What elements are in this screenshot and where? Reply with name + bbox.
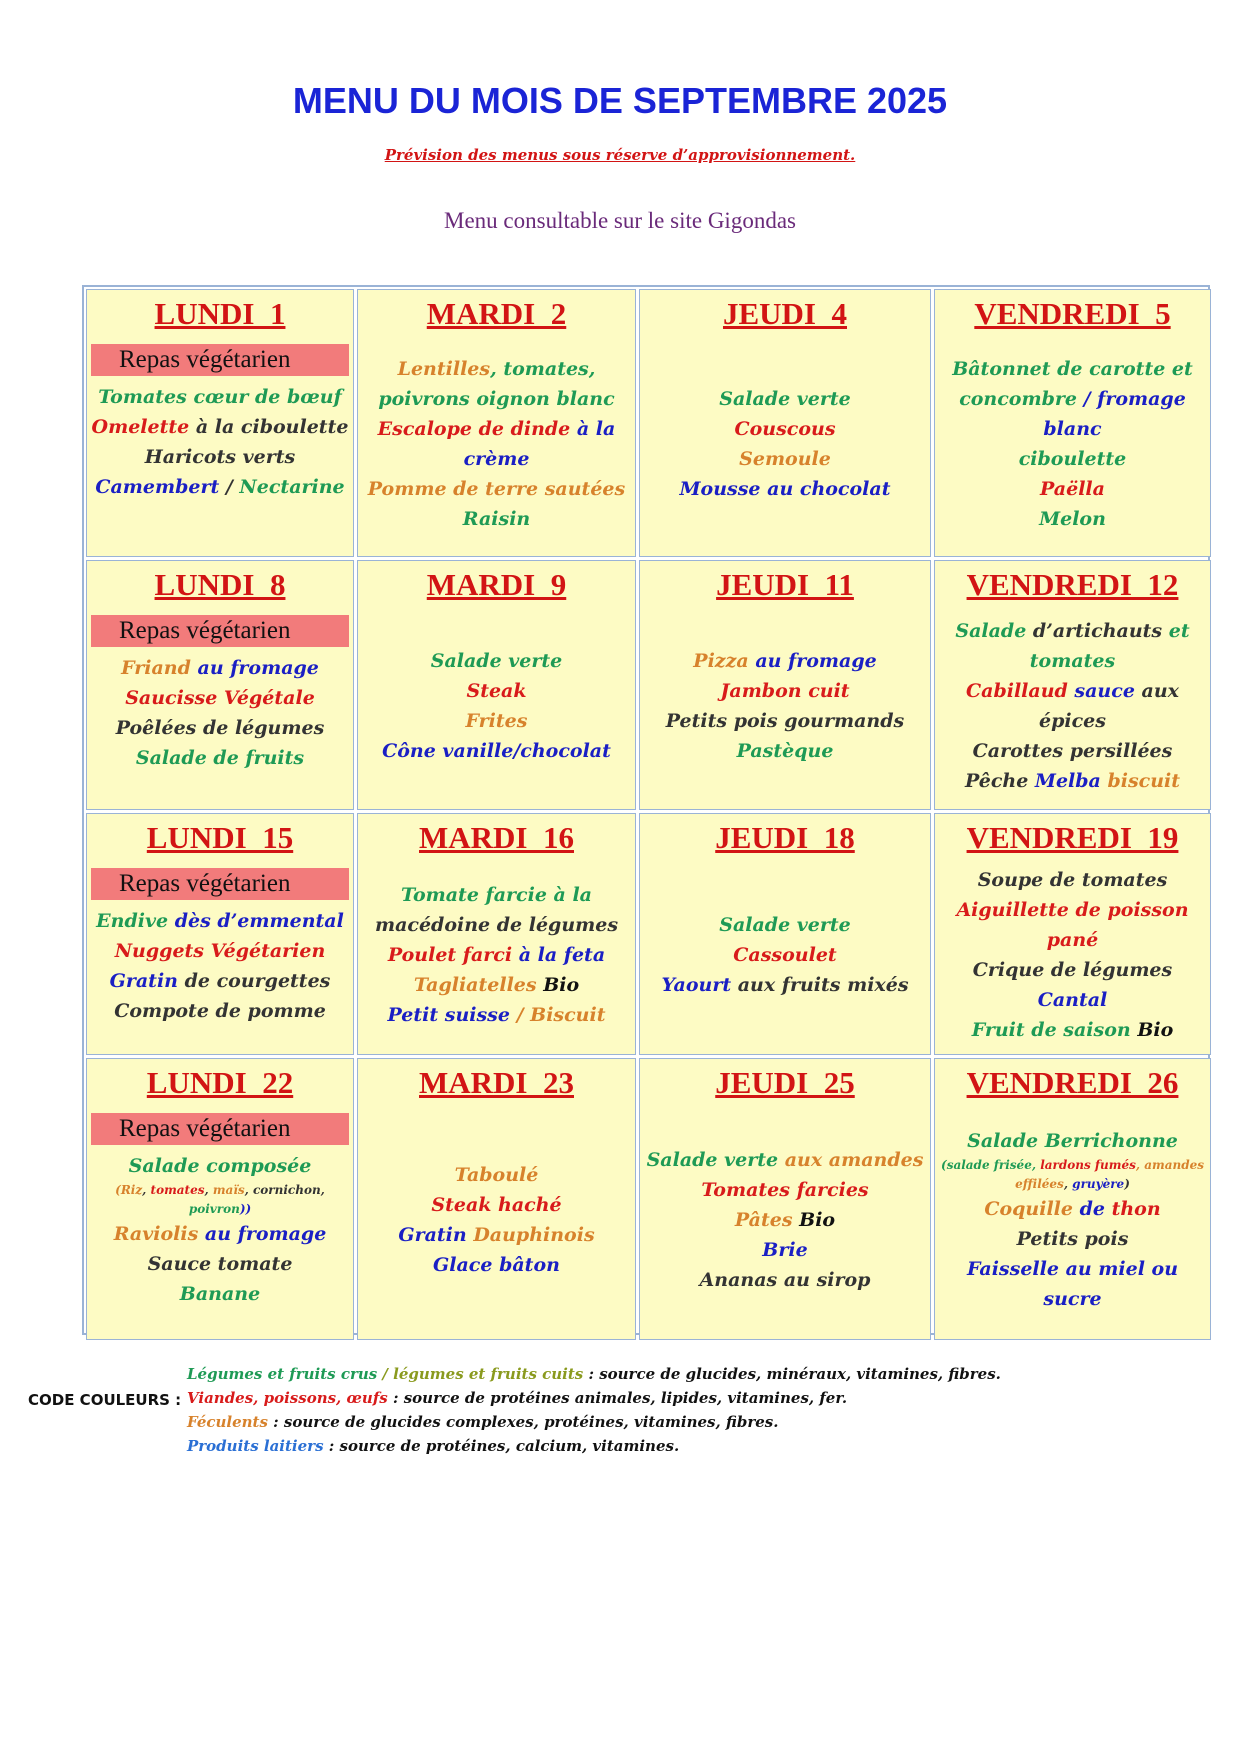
menu-text: Camembert [95, 476, 220, 498]
menu-line [644, 474, 926, 504]
menu-text: à la [570, 418, 616, 440]
menu-text: pané [1046, 929, 1099, 951]
day-heading: LUNDI 8 [154, 567, 286, 602]
menu-text: Nuggets Végétarien [114, 940, 326, 962]
menu-text: et [1162, 620, 1190, 642]
menu-text: sauce [1067, 680, 1135, 702]
menu-text: Haricots verts [144, 446, 296, 468]
menu-text: Pastèque [736, 740, 834, 762]
day-heading: MARDI 9 [426, 567, 567, 602]
menu-line [644, 444, 926, 474]
menu-line [91, 442, 349, 472]
vegetarian-badge: Repas végétarien [91, 615, 349, 647]
menu-text: Coquille [984, 1198, 1073, 1220]
legend-text: Viandes, poissons, œufs [187, 1389, 388, 1407]
menu-line [939, 504, 1206, 534]
menu-text: Petits pois [1016, 1228, 1129, 1250]
menu-line [939, 354, 1206, 384]
menu-line [644, 676, 926, 706]
menu-items [91, 382, 349, 556]
legend-text: : source de protéines, calcium, vitamines. [323, 1437, 680, 1455]
menu-line [91, 966, 349, 996]
menu-text: , [204, 1183, 213, 1197]
legend-text: / [377, 1365, 394, 1383]
menu-text: effilées [1015, 1177, 1064, 1191]
menu-line [91, 683, 349, 713]
day-heading: MARDI 2 [426, 296, 567, 331]
menu-line [91, 713, 349, 743]
menu-text: d’artichauts [1026, 620, 1163, 642]
menu-line [91, 1200, 349, 1219]
menu-text: Cassoulet [733, 944, 837, 966]
menu-line [362, 910, 631, 940]
menu-text: , [1063, 1177, 1073, 1191]
menu-items [939, 332, 1206, 556]
menu-text: aux amandes [778, 1149, 924, 1171]
day-heading: VENDREDI 19 [966, 820, 1179, 855]
menu-line [939, 1175, 1206, 1194]
menu-text: macédoine de légumes [374, 914, 619, 936]
day-cell [86, 560, 354, 810]
menu-text: Omelette [91, 416, 190, 438]
menu-text: Glace bâton [433, 1254, 560, 1276]
day-cell [357, 813, 636, 1055]
menu-text: Saucisse Végétale [125, 687, 315, 709]
menu-text: Jambon cuit [720, 680, 850, 702]
menu-line [939, 1015, 1206, 1045]
menu-text: Melba [1034, 770, 1101, 792]
menu-text: Melon [1039, 508, 1106, 530]
menu-text: dès d’emmental [168, 910, 344, 932]
menu-text: Brie [762, 1239, 808, 1261]
menu-line [91, 1249, 349, 1279]
menu-text: Taboulé [454, 1164, 539, 1186]
menu-text: Soupe de tomates [977, 869, 1168, 891]
menu-text: ciboulette [1018, 448, 1127, 470]
legend-text: Féculents [187, 1413, 268, 1431]
menu-line [939, 766, 1206, 796]
menu-grid [82, 285, 1210, 1335]
menu-text: Yaourt [661, 974, 732, 996]
menu-line [362, 1160, 631, 1190]
menu-items [939, 856, 1206, 1054]
day-cell [357, 289, 636, 557]
menu-text: Salade composée [128, 1155, 312, 1177]
menu-line [939, 1254, 1206, 1314]
day-cell [934, 1058, 1211, 1340]
menu-line [644, 414, 926, 444]
day-heading: JEUDI 11 [716, 567, 854, 602]
menu-text: de courgettes [177, 970, 331, 992]
menu-line [91, 653, 349, 683]
menu-text: aux [1134, 680, 1179, 702]
menu-line [91, 1219, 349, 1249]
menu-text: Endive [96, 910, 169, 932]
menu-items [362, 1101, 631, 1339]
menu-text: Salade Berrichonne [967, 1130, 1178, 1152]
legend-text: : source de protéines animales, lipides, vitamines, fer. [387, 1389, 848, 1407]
menu-text: au fromage [198, 1223, 327, 1245]
menu-text: maïs [212, 1183, 245, 1197]
menu-line [91, 996, 349, 1026]
menu-text: tomates [1029, 650, 1116, 672]
day-cell [934, 813, 1211, 1055]
menu-text: Salade verte [719, 914, 851, 936]
menu-text: ) [1124, 1177, 1130, 1191]
consult-note: Menu consultable sur le site Gigondas [444, 208, 796, 233]
menu-text: Semoule [739, 448, 831, 470]
day-cell [86, 813, 354, 1055]
menu-text: , [142, 1183, 151, 1197]
menu-text: Frites [465, 710, 528, 732]
menu-line [644, 940, 926, 970]
menu-text: Petits pois gourmands [665, 710, 905, 732]
menu-text: Steak haché [431, 1194, 562, 1216]
menu-line [939, 706, 1206, 736]
legend-text: Produits laitiers [187, 1437, 324, 1455]
menu-items [939, 1101, 1206, 1339]
menu-text: Friand [121, 657, 191, 679]
menu-line [939, 646, 1206, 676]
menu-text: tomates [150, 1183, 205, 1197]
menu-text: épices [1039, 710, 1106, 732]
legend-row [187, 1365, 1001, 1383]
menu-line [644, 706, 926, 736]
legend-row [187, 1437, 679, 1455]
menu-line [362, 736, 631, 766]
menu-line [644, 970, 926, 1000]
menu-line [362, 414, 631, 444]
menu-items [91, 906, 349, 1054]
menu-text: Salade verte [430, 650, 563, 672]
menu-text: biscuit [1100, 770, 1181, 792]
menu-text: (salade frisée, [941, 1158, 1041, 1172]
menu-line [362, 354, 631, 384]
menu-items [91, 653, 349, 809]
menu-text: Bio [792, 1209, 836, 1231]
day-heading: LUNDI 22 [146, 1065, 294, 1100]
day-heading: LUNDI 15 [146, 820, 294, 855]
day-cell [639, 289, 931, 557]
legend-text: : source de glucides, minéraux, vitamines, fibres. [583, 1365, 1001, 1383]
menu-text: Steak [466, 680, 527, 702]
day-cell [639, 560, 931, 810]
menu-text: Poulet farci [387, 944, 513, 966]
vegetarian-badge: Repas végétarien [91, 1113, 349, 1145]
menu-line [91, 743, 349, 773]
legend-code-label: CODE COULEURS : [28, 1391, 182, 1409]
menu-text: Raviolis [113, 1223, 199, 1245]
menu-line [91, 382, 349, 412]
menu-text: Pizza [693, 650, 749, 672]
day-heading: JEUDI 18 [715, 820, 855, 855]
menu-text: de [1072, 1198, 1112, 1220]
menu-items [644, 332, 926, 556]
menu-line [644, 1205, 926, 1235]
menu-text: gruyère [1072, 1177, 1125, 1191]
page-title: MENU DU MOIS DE SEPTEMBRE 2025 [292, 80, 948, 121]
menu-line [939, 474, 1206, 504]
day-cell [357, 560, 636, 810]
menu-text: thon [1111, 1198, 1161, 1220]
menu-items [644, 1101, 926, 1339]
menu-items [644, 856, 926, 1054]
menu-line [939, 895, 1206, 925]
menu-text: Aiguillette de poisson [956, 899, 1189, 921]
menu-line [939, 925, 1206, 955]
menu-text: crème [463, 448, 530, 470]
menu-text: Riz [120, 1183, 143, 1197]
menu-text: Salade verte [646, 1149, 779, 1171]
menu-text: Bio [1130, 1019, 1174, 1041]
menu-text: aux fruits mixés [731, 974, 909, 996]
menu-text: au fromage [190, 657, 319, 679]
menu-text: Cantal [1037, 989, 1108, 1011]
menu-line [939, 676, 1206, 706]
menu-text: Gratin [109, 970, 178, 992]
menu-line [362, 1000, 631, 1030]
menu-text: )) [239, 1202, 252, 1216]
menu-line [91, 1151, 349, 1181]
menu-line [939, 1224, 1206, 1254]
menu-line [939, 444, 1206, 474]
menu-text: Paëlla [1040, 478, 1105, 500]
menu-line [362, 970, 631, 1000]
menu-text: Salade de fruits [135, 747, 305, 769]
menu-line [939, 1194, 1206, 1224]
day-cell [934, 560, 1211, 810]
menu-text: , cornichon, [244, 1183, 325, 1197]
menu-line [644, 1265, 926, 1295]
menu-text: Banane [179, 1283, 261, 1305]
menu-text: Carottes persillées [972, 740, 1173, 762]
day-heading: MARDI 23 [419, 1065, 574, 1100]
menu-line [939, 865, 1206, 895]
menu-text: Tomates farcies [701, 1179, 869, 1201]
menu-line [939, 384, 1206, 444]
day-cell [357, 1058, 636, 1340]
menu-text: poivrons oignon blanc [378, 388, 615, 410]
menu-text: Pomme de terre sautées [367, 478, 626, 500]
menu-text: Dauphinois [466, 1224, 595, 1246]
legend-text: légumes et fruits cuits [393, 1365, 584, 1383]
day-cell [639, 1058, 931, 1340]
menu-text: Cabillaud [966, 680, 1068, 702]
menu-text: , amandes [1135, 1158, 1204, 1172]
legend-text: Légumes et fruits crus [187, 1365, 378, 1383]
menu-line [91, 936, 349, 966]
legend-row [187, 1389, 847, 1407]
menu-line [644, 384, 926, 414]
menu-items [362, 603, 631, 809]
legend-row [187, 1413, 778, 1431]
menu-text: Couscous [734, 418, 836, 440]
menu-text: Nectarine [239, 476, 345, 498]
day-cell [86, 1058, 354, 1340]
menu-text: Gratin [398, 1224, 467, 1246]
menu-text: Faisselle [966, 1258, 1059, 1280]
menu-text: Tomate farcie à la [401, 884, 592, 906]
menu-line [644, 910, 926, 940]
menu-items [939, 603, 1206, 809]
menu-items [362, 856, 631, 1054]
day-heading: LUNDI 1 [154, 296, 286, 331]
menu-line [939, 1156, 1206, 1175]
menu-text: Bio [536, 974, 580, 996]
menu-line [644, 1235, 926, 1265]
menu-text: Tagliatelles [413, 974, 537, 996]
day-heading: VENDREDI 12 [966, 567, 1179, 602]
menu-text: Compote de pomme [114, 1000, 326, 1022]
menu-items [362, 332, 631, 556]
menu-text: Poêlées de légumes [115, 717, 325, 739]
menu-line [362, 444, 631, 474]
menu-line [362, 940, 631, 970]
menu-text: ( [115, 1183, 121, 1197]
menu-line [362, 706, 631, 736]
menu-text: Bâtonnet de carotte et [952, 358, 1193, 380]
day-cell [639, 813, 931, 1055]
vegetarian-badge: Repas végétarien [91, 344, 349, 376]
menu-line [362, 384, 631, 414]
menu-text: Salade [955, 620, 1027, 642]
menu-line [644, 646, 926, 676]
menu-text: / [219, 476, 240, 498]
menu-line [644, 736, 926, 766]
menu-text: Raisin [462, 508, 531, 530]
menu-line [91, 1279, 349, 1309]
disclaimer: Prévision des menus sous réserve d’approvisionnement. [384, 146, 856, 164]
menu-line [644, 1145, 926, 1175]
menu-text: Ananas au sirop [699, 1269, 871, 1291]
menu-text: / fromage blanc [1043, 388, 1186, 440]
menu-items [91, 1151, 349, 1339]
menu-line [939, 1126, 1206, 1156]
menu-line [91, 1181, 349, 1200]
menu-text: concombre [959, 388, 1077, 410]
day-heading: JEUDI 25 [715, 1065, 855, 1100]
menu-text: lardons fumés [1040, 1158, 1136, 1172]
menu-line [644, 1175, 926, 1205]
day-heading: VENDREDI 5 [974, 296, 1171, 331]
menu-text: Sauce tomate [147, 1253, 293, 1275]
menu-text: Petit suisse [387, 1004, 510, 1026]
menu-text: Pâtes [734, 1209, 793, 1231]
menu-line [362, 474, 631, 504]
menu-text: Fruit de saison [971, 1019, 1131, 1041]
menu-line [362, 504, 631, 534]
menu-text: Lentilles [397, 358, 491, 380]
menu-line [362, 880, 631, 910]
menu-line [362, 1250, 631, 1280]
menu-items [644, 603, 926, 809]
legend-text: : source de glucides complexes, protéines, vitamines, fibres. [267, 1413, 779, 1431]
menu-line [362, 646, 631, 676]
menu-line [91, 472, 349, 502]
menu-line [939, 955, 1206, 985]
menu-text: Crique de légumes [972, 959, 1173, 981]
menu-line [939, 736, 1206, 766]
menu-line [939, 985, 1206, 1015]
menu-text: à la ciboulette [189, 416, 349, 438]
menu-text: à la feta [512, 944, 606, 966]
menu-text: au fromage [748, 650, 877, 672]
menu-text: poivron [188, 1202, 240, 1216]
menu-text: Pêche [964, 770, 1035, 792]
day-heading: VENDREDI 26 [966, 1065, 1179, 1100]
menu-line [362, 676, 631, 706]
menu-line [362, 1190, 631, 1220]
menu-text: , tomates, [490, 358, 596, 380]
menu-text: au miel ou sucre [1043, 1258, 1179, 1310]
menu-text: Salade verte [719, 388, 851, 410]
menu-text: Mousse au chocolat [679, 478, 891, 500]
menu-text: / Biscuit [509, 1004, 606, 1026]
vegetarian-badge: Repas végétarien [91, 868, 349, 900]
menu-text: Escalope de dinde [377, 418, 571, 440]
day-cell [86, 289, 354, 557]
day-cell [934, 289, 1211, 557]
menu-line [91, 412, 349, 442]
menu-line [939, 616, 1206, 646]
menu-text: Tomates cœur de bœuf [98, 386, 342, 408]
menu-line [91, 906, 349, 936]
menu-text: Cône vanille/chocolat [382, 740, 611, 762]
menu-line [362, 1220, 631, 1250]
day-heading: MARDI 16 [419, 820, 574, 855]
day-heading: JEUDI 4 [722, 296, 847, 331]
